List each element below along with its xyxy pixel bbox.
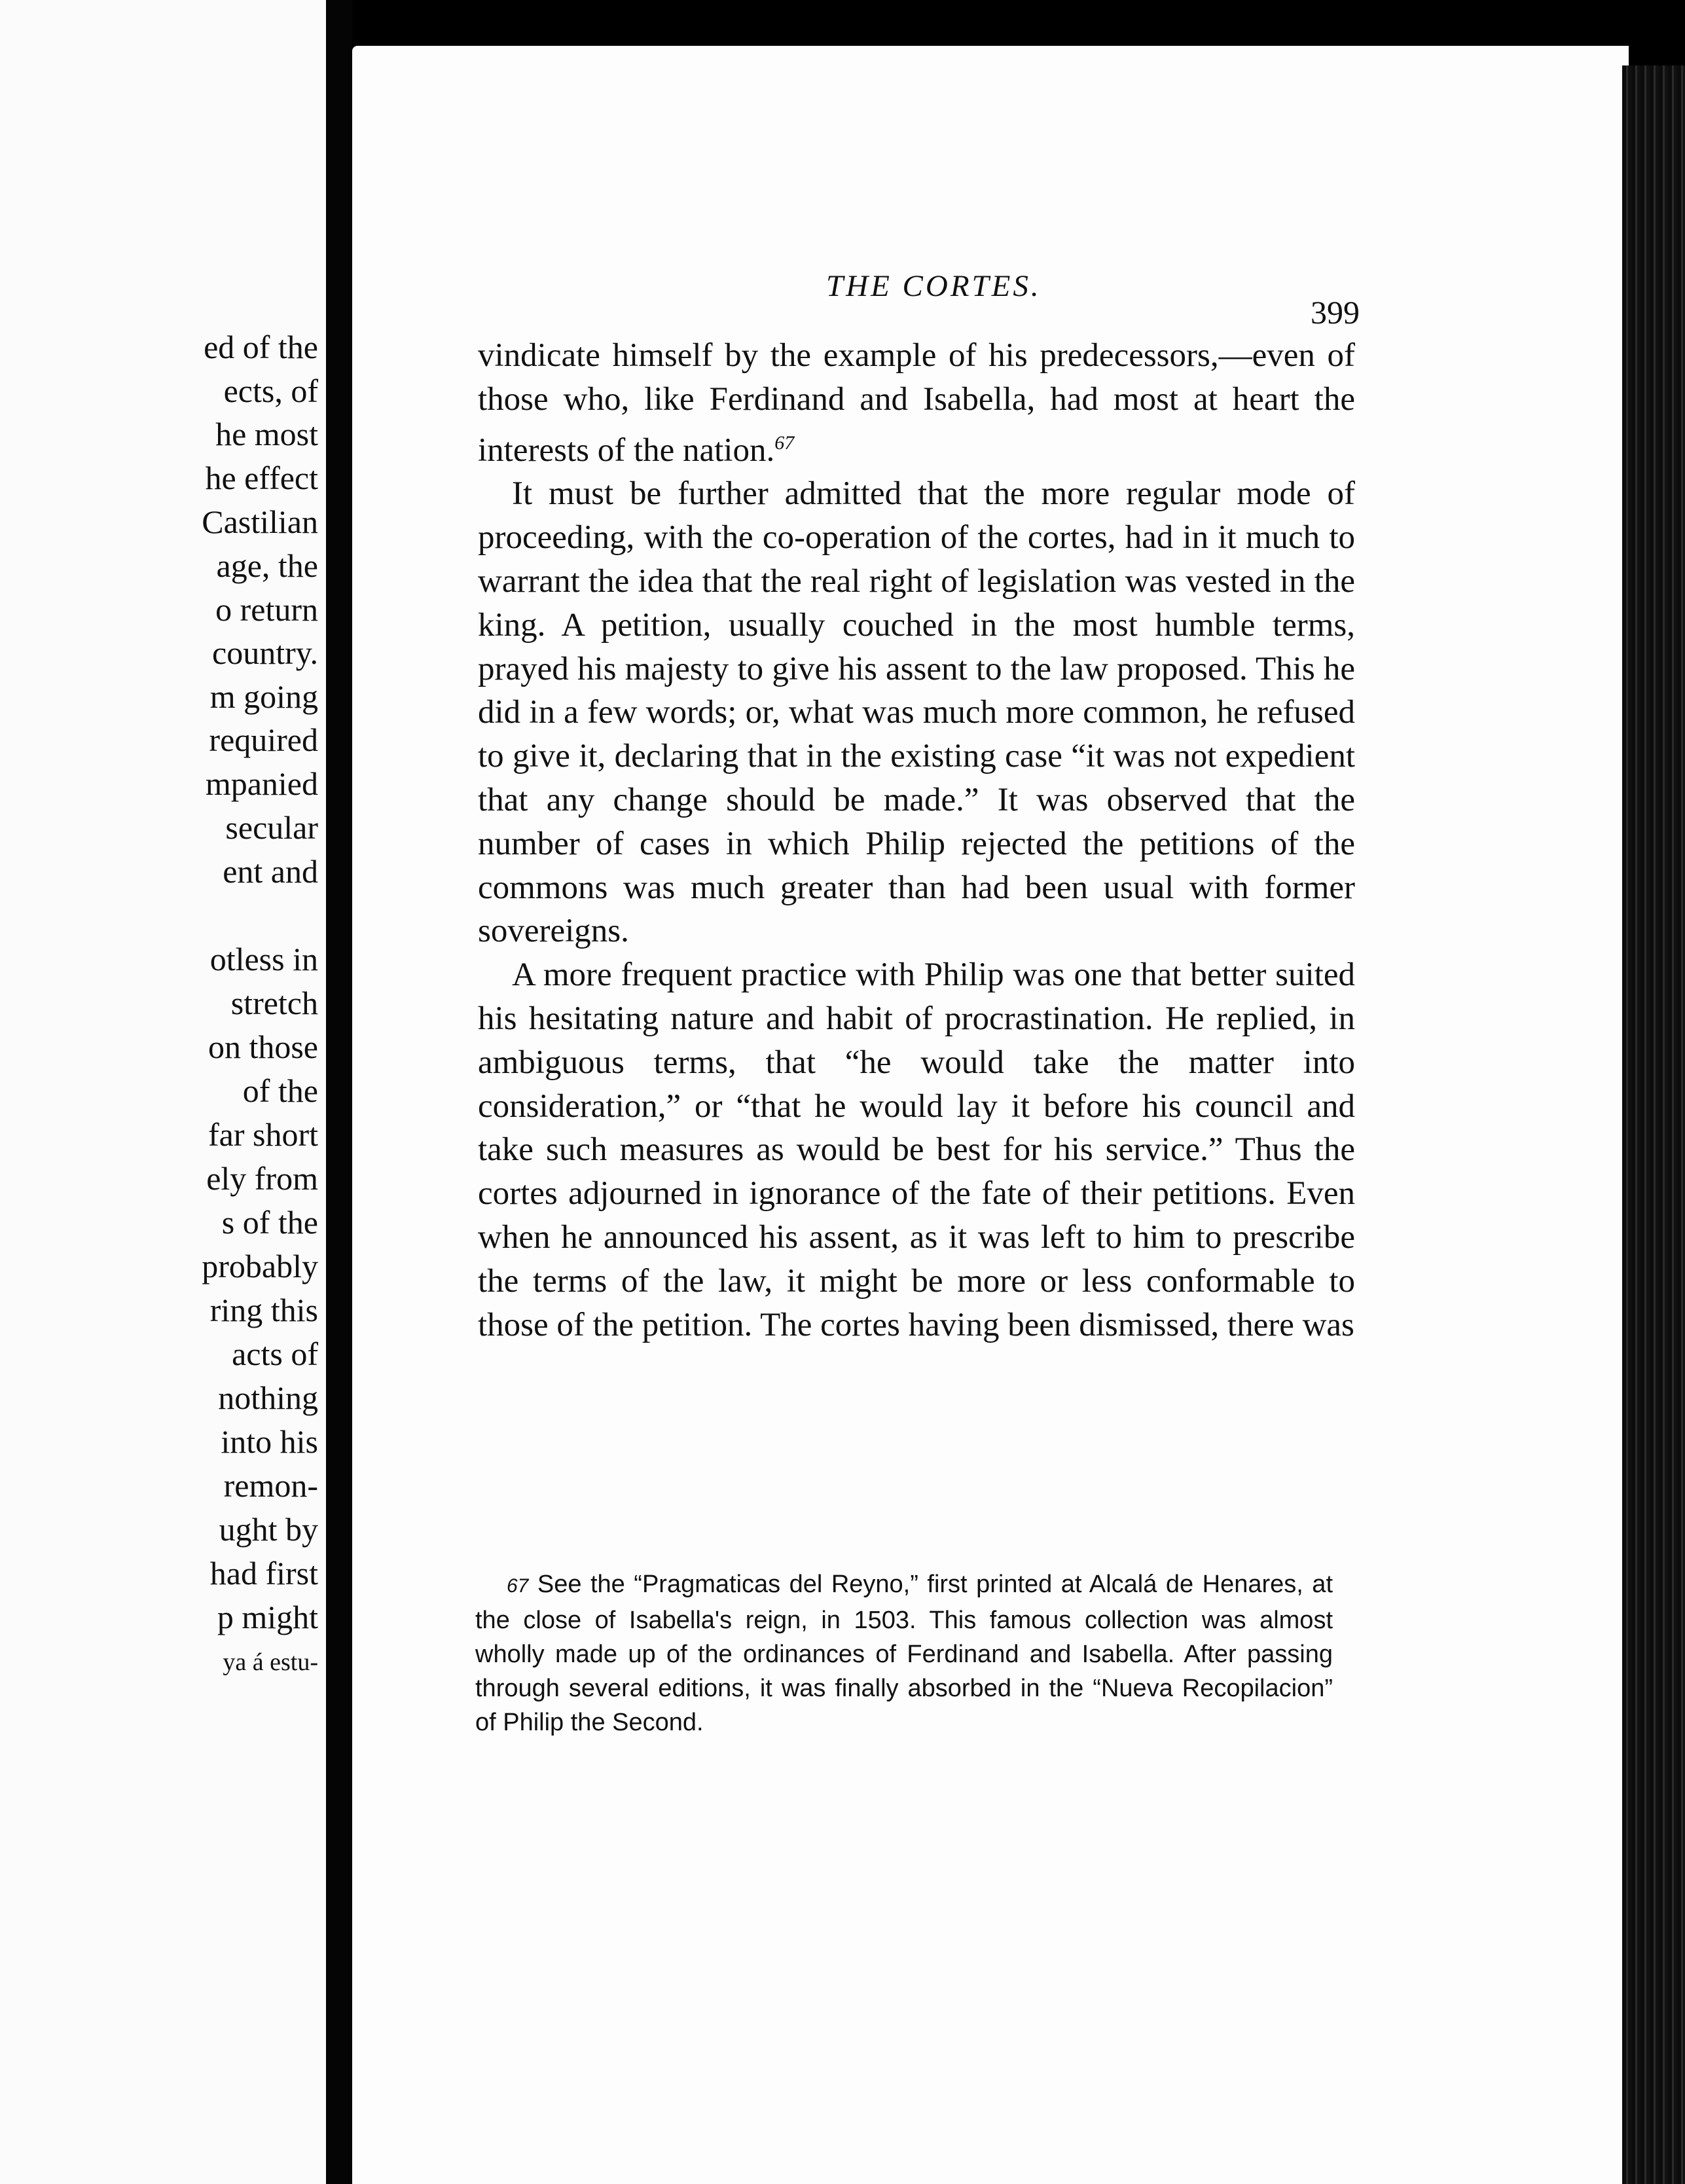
left-page-line: acts of — [232, 1336, 318, 1372]
paragraph — [478, 334, 1355, 472]
left-page-line: far short — [208, 1116, 318, 1153]
left-page-line: stretch — [230, 985, 318, 1021]
left-page-line: ring this — [209, 1292, 318, 1328]
left-page-line: country. — [212, 634, 318, 671]
footnote-mark: 67 — [507, 1575, 529, 1597]
left-page-line: remon- — [223, 1467, 318, 1504]
left-page-line: ya á estu- — [223, 1648, 318, 1676]
paragraph — [478, 472, 1355, 953]
footnote-text: See the “Pragmaticas del Reyno,” first printed at Alcalá de Henares, at the close of Isabella's reign, in 1503. This famous collection was almost wholly made up of the ordinances of Ferdinand and Isabella. After passing through several editions, it was finally absorbed in the “Nueva Recopilacion” of Philip the Second. — [475, 1571, 1333, 1736]
left-page-line: ely from — [206, 1160, 318, 1197]
left-page-line: p might — [217, 1599, 318, 1635]
page-number: 399 — [1311, 294, 1360, 331]
body-text — [478, 334, 1355, 1347]
left-page-line: required — [209, 721, 318, 758]
book-gutter — [326, 0, 352, 2184]
paragraph-text: vindicate himself by the example of his predecessors,—even of those who, like Ferdinand and Isabella, had most at heart the interests of the nation. — [478, 337, 1355, 469]
paragraph-text: A more frequent practice with Philip was one that better suited his hesitating nature and habit of procrastination. He replied, in ambiguous terms, that “he would take the matter into consideration,” or “that he would lay it before his council and take such measures as would be best for his service.” Thus the cortes adjourned in ignorance of the fate of their petitions. Even when he announced his assent, as it was left to him to prescribe the terms of the law, it might be more or less conformable to those of the petition. The cortes having been dismissed, there was — [478, 956, 1355, 1343]
left-page-line: ed of the — [204, 329, 318, 365]
paragraph — [478, 953, 1355, 1347]
left-page-line: secular — [225, 809, 318, 846]
left-page-line: s of the — [221, 1204, 318, 1241]
left-page-line: Castilian — [202, 503, 318, 540]
left-page-line: he effect — [205, 460, 318, 496]
left-page-line: o return — [215, 591, 318, 628]
left-page — [0, 0, 326, 2184]
left-page-line: on those — [208, 1028, 318, 1065]
left-page-line: m going — [209, 678, 318, 715]
left-page-line: nothing — [218, 1379, 318, 1416]
left-page-line: otless in — [209, 941, 318, 977]
left-page-line: age, the — [216, 547, 318, 584]
left-page-line: ent and — [223, 853, 318, 890]
left-page-line: he most — [215, 416, 318, 452]
left-page-line: had first — [209, 1555, 318, 1592]
running-head: THE CORTES. — [826, 269, 1042, 303]
page-edges — [1622, 65, 1685, 2184]
left-page-line: of the — [242, 1072, 318, 1109]
paragraph-text: It must be further admitted that the more regular mode of proceeding, with the co-operation of the cortes, had in it much to warrant the idea that the real right of legislation was vested in the king. A petition, usually couched in the most humble terms, prayed his majesty to give his assent to the law proposed. This he did in a few words; or, what was much more common, he refused to give it, declaring that in the existing case “it was not expedient that any change should be made.” It was observed that the number of cases in which Philip rejected the petitions of the commons was much greater than had been usual with former sovereigns. — [478, 475, 1355, 950]
left-page-line: probably — [202, 1248, 318, 1284]
footnote-reference: 67 — [774, 431, 795, 454]
left-page-line: ught by — [219, 1511, 318, 1548]
left-page-line: mpanied — [205, 765, 318, 802]
footnote — [475, 1567, 1333, 1739]
left-page-line: into his — [221, 1423, 318, 1460]
left-page-line: ects, of — [223, 373, 318, 409]
